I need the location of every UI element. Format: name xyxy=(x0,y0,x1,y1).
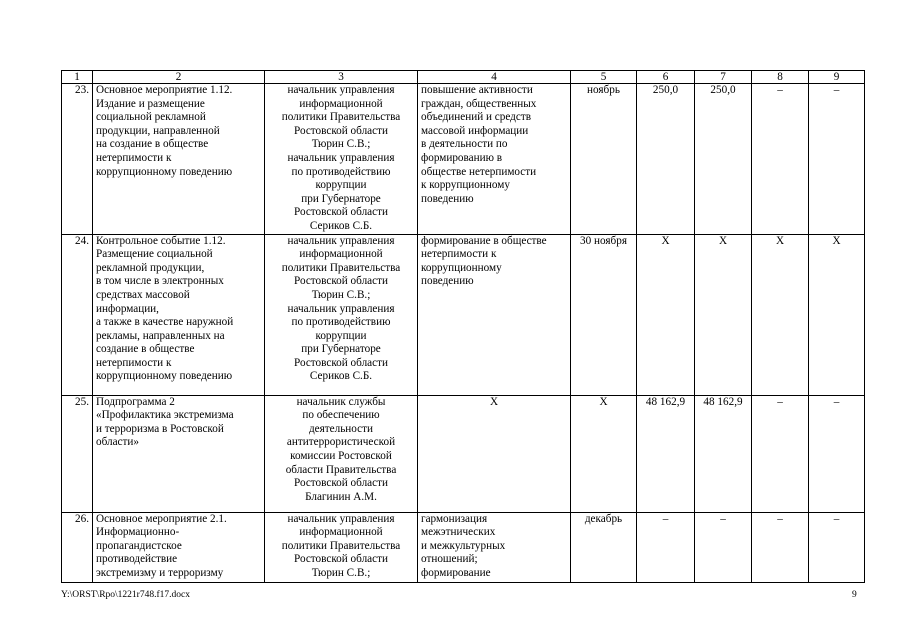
measure-name: Основное мероприятие 1.12. Издание и размещение социальной рекламной продукции, направленной на создание в обществе нетерпимости к коррупционному поведению xyxy=(93,84,265,235)
value-col-8: – xyxy=(752,84,809,235)
responsible-person: начальник управления информационной политики Правительства Ростовской области Тюрин С.В.; начальник управления по противодействию коррупции при Губернаторе Ростовской области Сериков С.Б. xyxy=(265,84,418,235)
value-col-9: – xyxy=(809,395,865,512)
header-cell: 8 xyxy=(752,71,809,84)
measure-name: Основное мероприятие 2.1. Информационно- пропагандистское противодействие экстремизму и терроризму xyxy=(93,512,265,582)
deadline: Х xyxy=(571,395,637,512)
value-col-7: 250,0 xyxy=(695,84,752,235)
row-number: 24. xyxy=(62,234,93,395)
table-row xyxy=(62,84,865,235)
measure-name: Подпрограмма 2 «Профилактика экстремизма и терроризма в Ростовской области» xyxy=(93,395,265,512)
expected-result: Х xyxy=(418,395,571,512)
value-col-7: – xyxy=(695,512,752,582)
value-col-6: Х xyxy=(637,234,695,395)
header-cell: 9 xyxy=(809,71,865,84)
measure-name: Контрольное событие 1.12. Размещение социальной рекламной продукции, в том числе в электронных средствах массовой информации, а также в качестве наружной рекламы, направленных на создание в обществе нетерпимости к коррупционному поведению xyxy=(93,234,265,395)
value-col-7: 48 162,9 xyxy=(695,395,752,512)
value-col-6: 48 162,9 xyxy=(637,395,695,512)
table-header-row xyxy=(62,71,865,84)
page-number: 9 xyxy=(852,590,857,600)
value-col-8: – xyxy=(752,395,809,512)
responsible-person: начальник управления информационной политики Правительства Ростовской области Тюрин С.В.; начальник управления по противодействию коррупции при Губернаторе Ростовской области Сериков С.Б. xyxy=(265,234,418,395)
row-number: 23. xyxy=(62,84,93,235)
value-col-6: – xyxy=(637,512,695,582)
responsible-person: начальник службы по обеспечению деятельности антитеррористической комиссии Ростовской области Правительства Ростовской области Благинин А.М. xyxy=(265,395,418,512)
header-cell: 5 xyxy=(571,71,637,84)
value-col-9: Х xyxy=(809,234,865,395)
header-cell: 2 xyxy=(93,71,265,84)
responsible-person: начальник управления информационной политики Правительства Ростовской области Тюрин С.В.; xyxy=(265,512,418,582)
row-number: 25. xyxy=(62,395,93,512)
header-cell: 4 xyxy=(418,71,571,84)
table-row xyxy=(62,395,865,512)
value-col-7: Х xyxy=(695,234,752,395)
value-col-6: 250,0 xyxy=(637,84,695,235)
expected-result: гармонизация межэтнических и межкультурных отношений; формирование xyxy=(418,512,571,582)
value-col-9: – xyxy=(809,84,865,235)
row-number: 26. xyxy=(62,512,93,582)
table-row xyxy=(62,512,865,582)
header-cell: 1 xyxy=(62,71,93,84)
deadline: 30 ноября xyxy=(571,234,637,395)
header-cell: 6 xyxy=(637,71,695,84)
expected-result: повышение активности граждан, общественных объединений и средств массовой информации в деятельности по формированию в обществе нетерпимости к коррупционному поведению xyxy=(418,84,571,235)
header-cell: 7 xyxy=(695,71,752,84)
deadline: декабрь xyxy=(571,512,637,582)
measures-table xyxy=(61,70,865,583)
expected-result: формирование в обществе нетерпимости к коррупционному поведению xyxy=(418,234,571,395)
footer-file-path: Y:\ORST\Rpo\1221r748.f17.docx xyxy=(61,590,190,600)
deadline: ноябрь xyxy=(571,84,637,235)
value-col-8: – xyxy=(752,512,809,582)
value-col-9: – xyxy=(809,512,865,582)
table-row xyxy=(62,234,865,395)
value-col-8: Х xyxy=(752,234,809,395)
header-cell: 3 xyxy=(265,71,418,84)
